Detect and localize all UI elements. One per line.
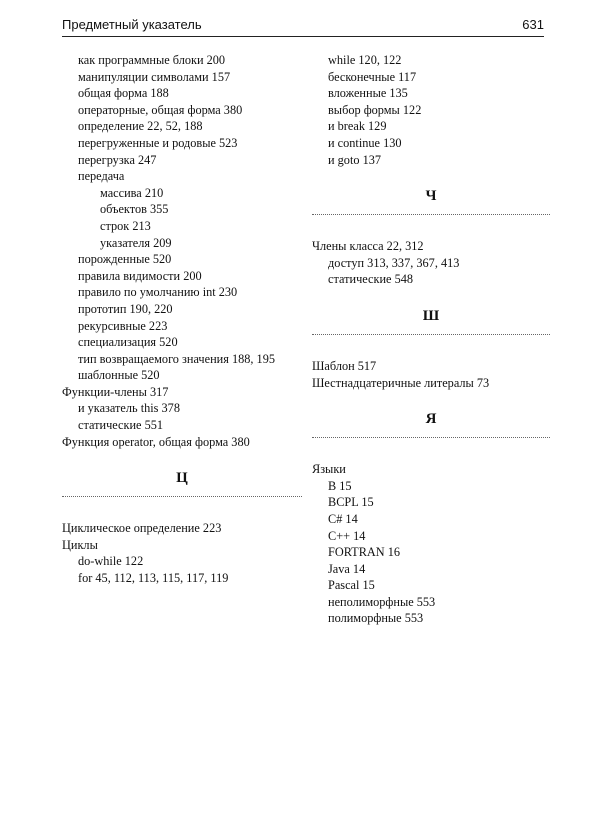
- section-letter: Ш: [422, 307, 440, 324]
- index-subentry: вложенные 135: [328, 86, 408, 101]
- index-subentry: общая форма 188: [78, 86, 169, 101]
- dotted-rule: [312, 437, 550, 438]
- index-subentry: правила видимости 200: [78, 268, 202, 283]
- index-subentry: do-while 122: [78, 554, 144, 569]
- index-subentry: тип возвращаемого значения 188, 195: [78, 351, 276, 366]
- running-header: [62, 14, 544, 37]
- index-subentry: for 45, 112, 113, 115, 117, 119: [78, 571, 229, 586]
- index-subentry: строк 213: [100, 218, 151, 233]
- dotted-rule: [312, 334, 550, 335]
- index-entry: Функция operator, общая форма 380: [62, 434, 250, 449]
- entry-list: [62, 52, 302, 450]
- index-subentry: перегрузка 247: [78, 152, 157, 167]
- index-column-right: [312, 52, 550, 627]
- index-entry: Члены класса 22, 312: [312, 239, 424, 254]
- entry-list: [312, 238, 550, 288]
- section-heading-ts: [62, 464, 302, 514]
- index-entry: Функции-члены 317: [62, 384, 169, 399]
- index-entry: Циклическое определение 223: [62, 521, 222, 536]
- section-letter: Ч: [425, 188, 437, 205]
- index-subentry: порожденные 520: [78, 252, 172, 267]
- section-letter: Я: [425, 411, 437, 428]
- index-subentry: BCPL 15: [328, 495, 374, 510]
- index-subentry: массива 210: [100, 185, 164, 200]
- index-subentry: C++ 14: [328, 528, 366, 543]
- index-subentry: выбор формы 122: [328, 102, 422, 117]
- index-subentry: статические 548: [328, 272, 414, 287]
- index-subentry: полиморфные 553: [328, 611, 424, 626]
- index-subentry: бесконечные 117: [328, 69, 417, 84]
- index-subentry: FORTRAN 16: [328, 545, 401, 560]
- entry-list: [312, 358, 550, 391]
- index-column-left: [62, 52, 302, 587]
- index-subentry: B 15: [328, 478, 352, 493]
- index-entry: Циклы: [62, 537, 98, 552]
- index-subentry: неполиморфные 553: [328, 594, 436, 609]
- dotted-rule: [62, 496, 302, 497]
- index-subentry: манипуляции символами 157: [78, 69, 231, 84]
- section-letter: Ц: [176, 470, 188, 487]
- index-subentry: операторные, общая форма 380: [78, 102, 243, 117]
- index-subentry: C# 14: [328, 511, 358, 526]
- section-heading-ya: [312, 405, 550, 455]
- index-subentry: передача: [78, 169, 125, 184]
- index-subentry: while 120, 122: [328, 53, 402, 67]
- index-subentry: Pascal 15: [328, 578, 375, 593]
- header-title: Предметный указатель: [62, 17, 202, 32]
- index-subentry: шаблонные 520: [78, 368, 160, 383]
- index-subentry: доступ 313, 337, 367, 413: [328, 255, 460, 270]
- entry-list: [62, 520, 302, 586]
- index-subentry: и goto 137: [328, 152, 382, 167]
- page-number: 631: [522, 17, 544, 32]
- index-subentry: определение 22, 52, 188: [78, 119, 203, 134]
- index-subentry: статические 551: [78, 418, 164, 433]
- dotted-rule: [312, 214, 550, 215]
- index-subentry: указателя 209: [100, 235, 172, 250]
- index-subentry: специализация 520: [78, 335, 178, 350]
- index-entry: Языки: [312, 462, 346, 477]
- index-subentry: прототип 190, 220: [78, 301, 173, 316]
- index-subentry: объектов 355: [100, 202, 169, 217]
- entry-list: [312, 52, 550, 168]
- index-subentry: и break 129: [328, 119, 387, 134]
- index-subentry: как программные блоки 200: [78, 53, 226, 67]
- section-heading-ch: [312, 182, 550, 232]
- index-subentry: и continue 130: [328, 135, 402, 150]
- index-entry: Шестнадцатеричные литералы 73: [312, 375, 490, 390]
- entry-list: [312, 461, 550, 627]
- section-heading-sh: [312, 302, 550, 352]
- index-subentry: и указатель this 378: [78, 401, 180, 416]
- index-entry: Шаблон 517: [312, 358, 377, 373]
- index-subentry: перегруженные и родовые 523: [78, 135, 238, 150]
- index-subentry: Java 14: [328, 561, 366, 576]
- index-subentry: рекурсивные 223: [78, 318, 168, 333]
- index-subentry: правило по умолчанию int 230: [78, 285, 238, 300]
